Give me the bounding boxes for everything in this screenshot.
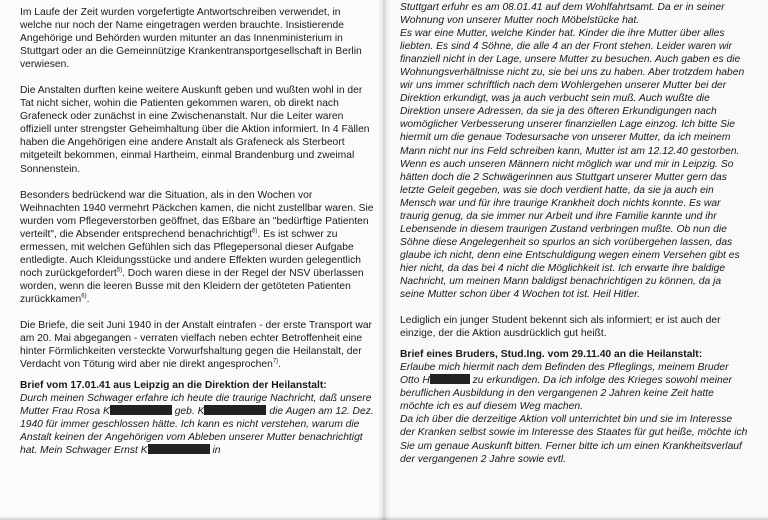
footnote-ref: 6) [252,228,258,235]
text-segment: in [209,445,221,457]
page-edge-shadow [0,516,768,520]
redaction-bar [148,444,210,454]
text-segment: die Augen am 12. Dez. 1940 für immer geschlossen hätte. Ich kann es nicht verstehen, warum die Anstalt keinen der Angehörigen vom Ableben unserer Mutter benachrichtigt hat. Mein Schwager Ernst K [20,406,374,457]
text-segment: Stuttgart erfuhr es am 08.01.41 auf dem Wohlfahrtsamt. Da er in seiner Wohnung von unserer Mutter noch Möbelstücke hat. [400,2,725,27]
paragraph-letters-since-june [20,319,374,371]
text-segment: zu erkundigen. Da ich infolge des Krieges sowohl meiner beruflichen Ausbildung in den vergangenen 2 Jahren keine Zeit hatte möchte ich es auf diesem Weg machen. [400,375,732,413]
text-segment: Durch meinen Schwager erfahre ich heute die traurige Nachricht, daß unsere Mutter Frau Rosa K [20,393,372,418]
right-page [384,0,768,520]
text-segment: Die Briefe, die seit Juni 1940 in der Anstalt eintrafen - der erste Transport war am 20. Mai abgegangen - verraten vielfach neben echter Betroffenheit eine hinter Förmlichkeiten versteckte Vorwurfshaltung gegen die Heilanstalt, der Verdacht von Tötung wird aber nie direkt angesprochen [20,319,372,371]
text-segment: geb. K [171,406,205,418]
paragraph-response-letters: Im Laufe der Zeit wurden vorgefertigte Antwortschreiben verwendet, in welche nur noch der Name eingetragen werden brauchte. Insistierende Angehörige und Behörden wurden mitunter an das Innenministerium in Stuttgart oder an die Gemeinnützige Krankentransportgesellschaft in Berlin verwiesen. [20,7,362,71]
text-segment: Es war eine Mutter, welche Kinder hat. Kinder die ihre Mutter über alles liebten. Es sind 4 Söhne, die alle 4 an der Front stehen. Leider waren wir finanziell nicht in der Lage, unsere Mutter zu besuchen. Auch gaben es die Wohnungsverhältnisse nicht zu, sie bei uns zu haben. Aber trotzdem haben wir uns immer schriftlich nach dem Wohlergehen unserer Mutter bei der Direktion erkundigt, was ja auch verbucht sein muß. Auch wußte die Direktion unsere Adressen, da sie ja des öfteren Erkundigungen nach womöglicher Verbesserung unserer finanziellen Lage einzog. Ich bitte Sie hiermit um die genaue Todesursache von unserer Mutter, da ich meinem Mann nicht nur ins Feld schreiben kann, Mutter ist am 12.12.40 gestorben. [400,28,745,157]
paragraph-christmas-parcels [20,189,374,306]
book-gutter [378,0,390,520]
paragraph-student: Lediglich ein junger Student bekennt sich als informiert; er ist auch der einzige, der die Aktion ausdrücklich gut heißt. [400,315,721,340]
redaction-bar [110,405,172,415]
text-segment: . Doch waren diese in der Regel der NSV überlassen worden, wenn die leeren Busse mit den Kleidern der getöteten Patienten zurückkamen [20,267,364,305]
redaction-bar [430,374,470,384]
letter-body-leipzig [20,392,374,457]
footnote-ref: 7) [272,358,279,365]
text-segment: . Es ist schwer zu ermessen, mit welchen Gefühlen sich das Pflegepersonal dieser Aufgabe entledigte. Auch Kleidungsstücke und andere Effekten wurden gelegentlich noch zurückgefordert [20,228,361,279]
footnote-ref: 6) [81,293,87,300]
text-segment: Besonders bedrückend war die Situation, als in den Wochen vor Weihnachten 1940 vermehrt Päckchen kamen, die nicht zustellbar waren. Sie wurden vom Pflegeverstorben geöffnet, das Eßbare an "bedürftige Patienten verteilt", die Absender entsprechend benachrichtigt [20,189,374,240]
letter-heading-leipzig: Brief vom 17.01.41 aus Leipzig an die Direktion der Heilanstalt: [20,380,327,392]
footnote-ref: 5) [116,267,123,274]
text-segment: Erlaube mich hiermit nach dem Befinden des Pfleglings, meinem Bruder Otto H [400,362,729,387]
text-segment: Da ich über die derzeitige Aktion voll unterrichtet bin und sie im Interesse der Kranken selbst sowie im Interesse des Staates für gut heiße, möchte ich Sie um genaue Auskunft bitten. Ferner bitte ich um einen Krankheitsverlauf der vergangenen 2 Jahre sowie evtl. [400,414,748,465]
text-segment: Wenn es auch unseren Männern nicht möglich war und mir in Leipzig. So hätten doch die 2 Schwägerinnen aus Stuttgart unserer Mutter gern das letzte Geleit gegeben, was sie doch verdient hatte, da sie ja auch ein Mensch war und für ihre traurige Krankheit doch nichts konnte. Es war traurig genug, da sie immer nur Arbeit und ihre Familie kannte und ihr Lebensende in diesem traurigen Zustand verbringen mußte. Ob nun die Söhne diese Angelegenheit so spurlos an sich vorübergehen lassen, das glaube ich nicht, denn eine Entschuldigung wegen einem Versehen gibt es hier nicht, da das bei 4 nicht die Möglichkeit ist. Ich erwarte ihre baldige Nachricht, um meinen Mann baldigst benachrichtigen zu können, da ja seine Mutter schon über 4 Wochen tot ist. Heil Hitler. [400,158,740,301]
letter-body-brother [400,361,748,465]
text-segment: . [86,293,90,305]
letter-continuation [400,1,748,301]
paragraph-institutions-info: Die Anstalten durften keine weitere Auskunft geben und wußten wohl in der Tat nicht sicher, wohin die Patienten gekommen waren, ob direkt nach Grafeneck oder zunächst in eine Zwischenanstalt. Nur die Leiter waren offiziell unter strengster Geheimhaltung über die Aktion informiert. In 4 Fällen haben die Angehörigen eine andere Anstalt als Grafeneck als Sterbeort mitgeteilt bekommen, einmal Hartheim, einmal Brandenburg und zweimal Sonnenstein. [20,85,370,175]
letter-heading-brother: Brief eines Bruders, Stud.Ing. vom 29.11.40 an die Heilanstalt: [400,349,703,361]
text-segment: . [278,359,282,371]
redaction-bar [204,405,266,415]
